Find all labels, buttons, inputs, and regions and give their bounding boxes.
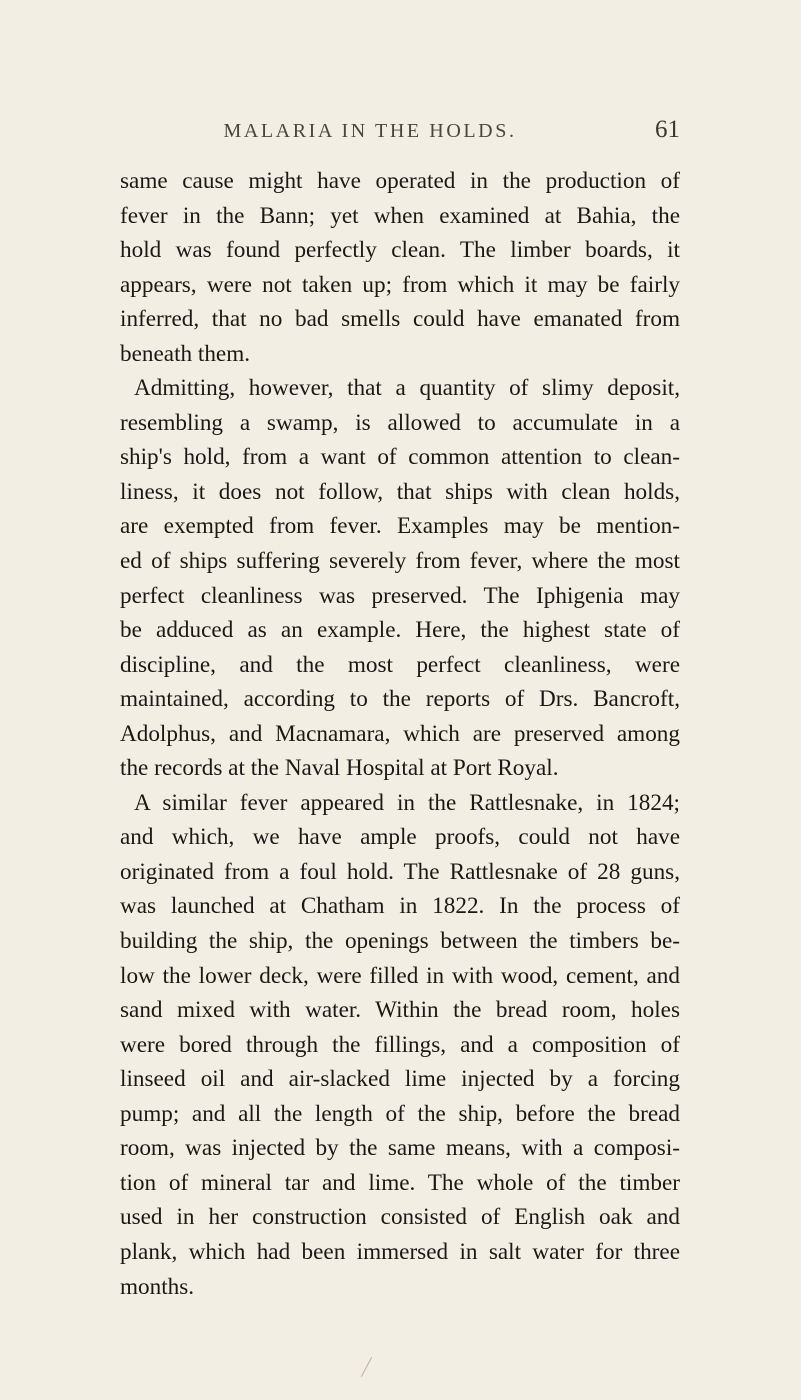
text-line: tion of mineral tar and lime. The whole of the timber — [120, 1169, 680, 1196]
text-line: plank, which had been immersed in salt water for three — [120, 1238, 680, 1265]
text-line: sand mixed with water. Within the bread room, holes — [120, 997, 680, 1024]
text-line: low the lower deck, were filled in with wood, cement, and — [120, 962, 680, 989]
page-number: 61 — [655, 116, 680, 143]
text-line: building the ship, the openings between the timbers be- — [120, 928, 680, 955]
text-line: resembling a swamp, is allowed to accumulate in a — [120, 409, 680, 436]
text-line: discipline, and the most perfect cleanliness, were — [120, 651, 680, 678]
text-line: months. — [120, 1273, 195, 1300]
running-head — [120, 116, 680, 146]
text-line: the records at the Naval Hospital at Port Royal. — [120, 755, 559, 782]
text-line: inferred, that no bad smells could have emanated from — [120, 306, 680, 333]
text-line: A similar fever appeared in the Rattlesnake, in 1824; — [134, 789, 680, 816]
text-line: hold was found perfectly clean. The limber boards, it — [120, 237, 680, 264]
text-line: Admitting, however, that a quantity of slimy deposit, — [134, 375, 680, 402]
text-line: originated from a foul hold. The Rattlesnake of 28 guns, — [120, 858, 680, 885]
text-line: were bored through the fillings, and a composition of — [120, 1031, 680, 1058]
text-line: same cause might have operated in the production of — [120, 168, 680, 194]
text-line: appears, were not taken up; from which it may be fairly — [120, 271, 680, 298]
text-line: ed of ships suffering severely from fever, where the most — [120, 548, 680, 575]
text-line: pump; and all the length of the ship, before the bread — [120, 1100, 680, 1127]
text-line: was launched at Chatham in 1822. In the process of — [120, 893, 680, 920]
text-line: liness, it does not follow, that ships with clean holds, — [120, 478, 680, 505]
text-line: room, was injected by the same means, with a composi- — [120, 1135, 680, 1162]
stray-pencil-mark — [361, 1357, 372, 1377]
text-line: used in her construction consisted of English oak and — [120, 1204, 680, 1231]
text-line: linseed oil and air-slacked lime injected by a forcing — [120, 1066, 680, 1093]
text-line: are exempted from fever. Examples may be mention- — [120, 513, 680, 540]
text-line: perfect cleanliness was preserved. The Iphigenia may — [120, 582, 680, 609]
text-line: Adolphus, and Macnamara, which are preserved among — [120, 720, 680, 747]
text-line: beneath them. — [120, 340, 251, 367]
text-line: ship's hold, from a want of common attention to clean- — [120, 444, 680, 471]
text-line: and which, we have ample proofs, could not have — [120, 824, 680, 851]
text-line: fever in the Bann; yet when examined at Bahia, the — [120, 202, 680, 229]
body-text — [120, 164, 680, 1304]
text-line: be adduced as an example. Here, the highest state of — [120, 617, 680, 644]
running-title: MALARIA IN THE HOLDS. — [223, 120, 517, 142]
text-line: maintained, according to the reports of Drs. Bancroft, — [120, 686, 680, 713]
